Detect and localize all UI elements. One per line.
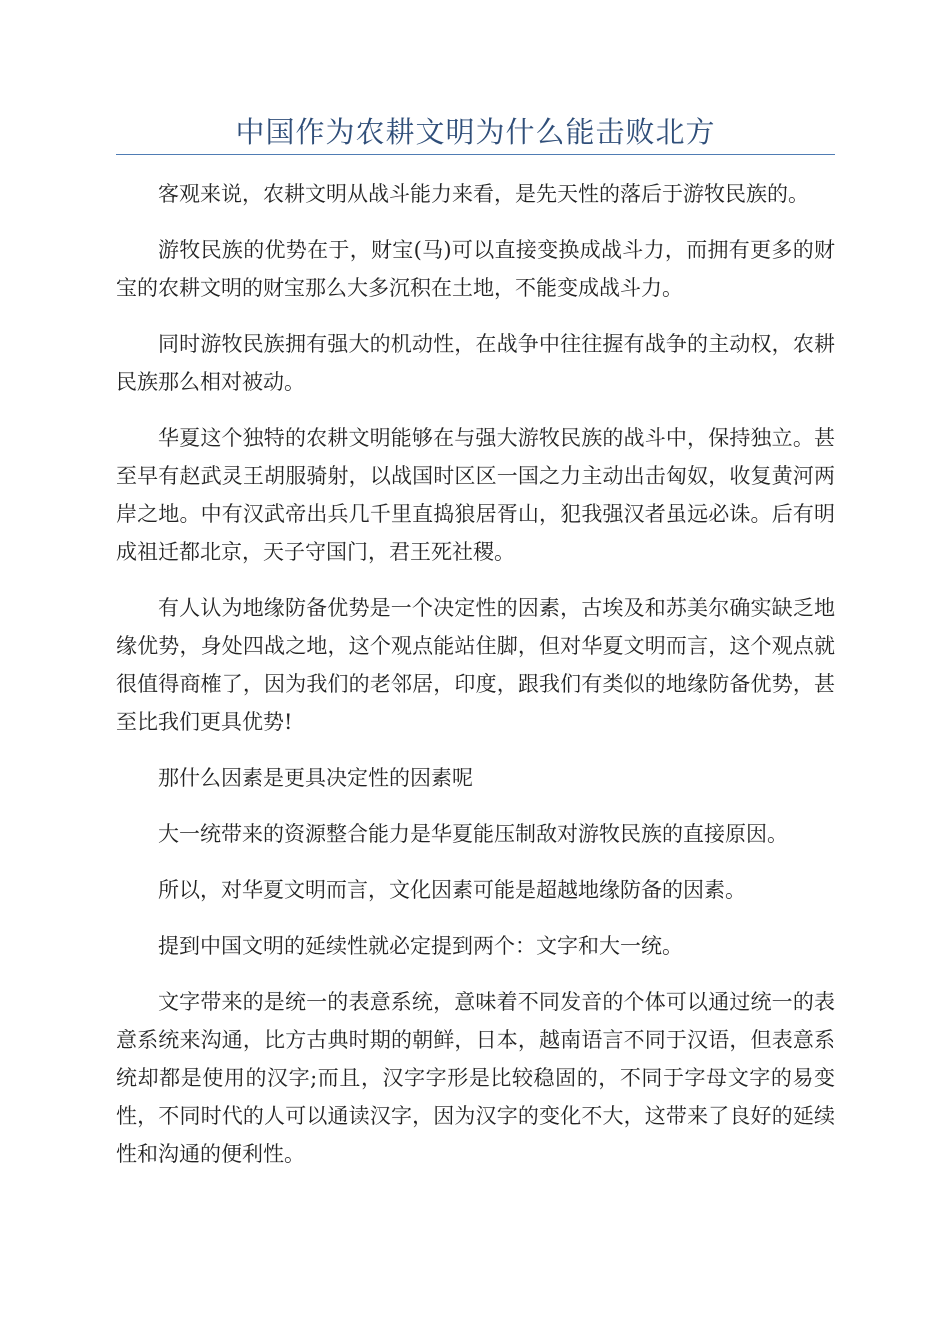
paragraph-2: 游牧民族的优势在于，财宝(马)可以直接变换成战斗力，而拥有更多的财宝的农耕文明的财宝那么大多沉积在土地，不能变成战斗力。 — [116, 238, 835, 300]
page-title: 中国作为农耕文明为什么能击败北方 — [235, 115, 716, 149]
paragraph-6: 那什么因素是更具决定性的因素呢 — [158, 766, 473, 790]
paragraph-9: 提到中国文明的延续性就必定提到两个：文字和大一统。 — [158, 934, 683, 958]
paragraph-5: 有人认为地缘防备优势是一个决定性的因素，古埃及和苏美尔确实缺乏地缘优势，身处四战之地，这个观点能站住脚，但对华夏文明而言，这个观点就很值得商榷了，因为我们的老邻居，印度，跟我们有类似的地缘防备优势，甚至比我们更具优势! — [116, 596, 835, 734]
paragraph-4: 华夏这个独特的农耕文明能够在与强大游牧民族的战斗中，保持独立。甚至早有赵武灵王胡服骑射，以战国时区区一国之力主动出击匈奴，收复黄河两岸之地。中有汉武帝出兵几千里直捣狼居胥山，犯我强汉者虽远必诛。后有明成祖迁都北京，天子守国门，君王死社稷。 — [116, 426, 835, 564]
title-underline — [116, 154, 835, 155]
paragraph-1: 客观来说，农耕文明从战斗能力来看，是先天性的落后于游牧民族的。 — [158, 182, 809, 206]
document-body — [116, 175, 835, 1191]
paragraph-8: 所以，对华夏文明而言，文化因素可能是超越地缘防备的因素。 — [158, 878, 746, 902]
paragraph-10: 文字带来的是统一的表意系统，意味着不同发音的个体可以通过统一的表意系统来沟通，比方古典时期的朝鲜，日本，越南语言不同于汉语，但表意系统却都是使用的汉字;而且，汉字字形是比较稳固的，不同于字母文字的易变性，不同时代的人可以通读汉字，因为汉字的变化不大，这带来了良好的延续性和沟通的便利性。 — [116, 990, 835, 1166]
paragraph-7: 大一统带来的资源整合能力是华夏能压制敌对游牧民族的直接原因。 — [158, 822, 788, 846]
paragraph-3: 同时游牧民族拥有强大的机动性，在战争中往往握有战争的主动权，农耕民族那么相对被动。 — [116, 332, 835, 394]
